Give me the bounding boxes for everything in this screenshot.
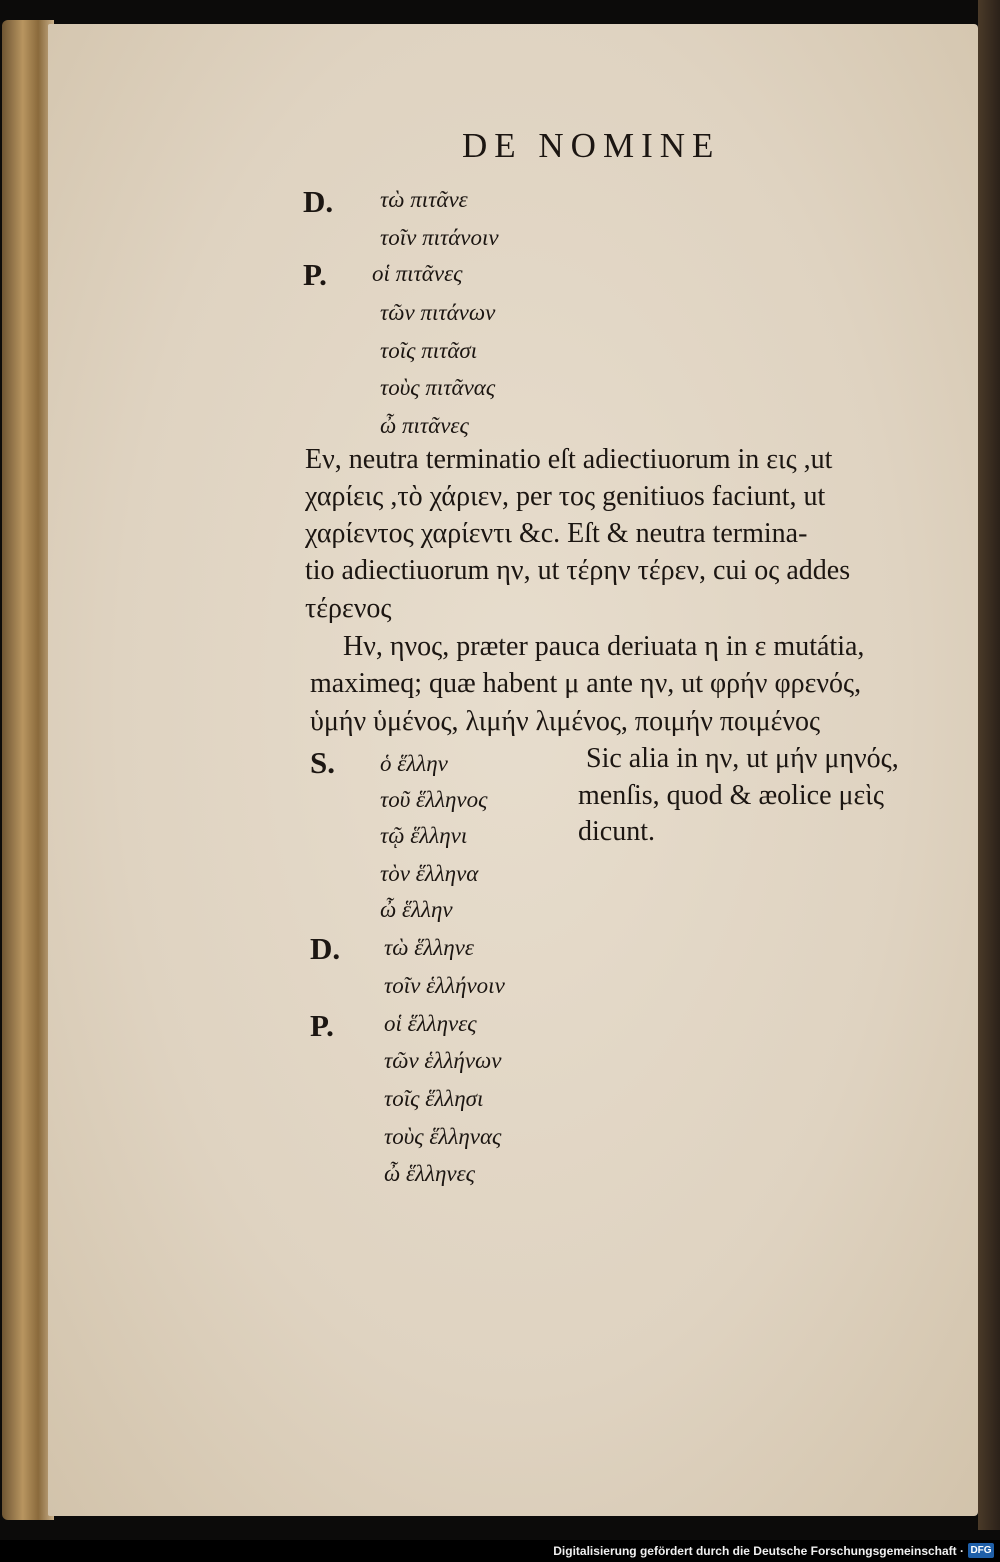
dual-label: D.: [310, 931, 341, 966]
side-note-line: Sic alia in ην, ut μήν μηνός,: [586, 743, 899, 774]
plural-label: P.: [303, 257, 327, 292]
paradigm-row: τὼ πιτᾶνε: [380, 187, 468, 212]
digitization-credit: Digitalisierung gefördert durch die Deutsche Forschungsgemeinschaft ·: [553, 1544, 964, 1558]
side-note-line: dicunt.: [578, 816, 655, 847]
text-line: Eν, neutra terminatio eſt adiectiuorum in εις ,ut: [305, 444, 833, 475]
paradigm-row: τοῖς ἕλλησι: [384, 1086, 484, 1111]
paradigm-row: τοῦ ἕλληνος: [380, 787, 488, 812]
paradigm-row: τοὺς πιτᾶνας: [380, 375, 496, 400]
singular-label: S.: [310, 745, 335, 780]
text-line: ὑμήν ὑμένος, λιμήν λιμένος, ποιμήν ποιμένος: [310, 706, 821, 737]
paradigm-row: τοῖν ἑλλήνοιν: [384, 973, 505, 998]
paradigm-row: ὁ ἕλλην: [380, 751, 448, 776]
paradigm-row: οἱ ἕλληνες: [384, 1011, 477, 1036]
paradigm-row: τῶν πιτάνων: [380, 300, 496, 325]
dfg-logo: DFG: [968, 1543, 994, 1558]
paradigm-row: ὦ ἕλληνες: [384, 1161, 475, 1186]
text-line: χαρίεντος χαρίεντι &c. Eſt & neutra termina-: [305, 518, 808, 549]
right-page-strip: [978, 0, 1000, 1530]
text-line: χαρίεις ,τὸ χάριεν, per τος genitiuos faciunt, ut: [305, 481, 826, 512]
text-line: maximeq; quæ habent μ ante ην, ut φρήν φρενός,: [310, 668, 862, 699]
paradigm-row: ὦ ἕλλην: [380, 897, 453, 922]
dual-label: D.: [303, 184, 334, 219]
paradigm-row: τοῖς πιτᾶσι: [380, 338, 478, 363]
side-note-line: menſis, quod & æolice μεὶς: [578, 780, 884, 811]
paradigm-row: τῶν ἑλλήνων: [384, 1048, 502, 1073]
paradigm-row: τὼ ἕλληνε: [384, 935, 474, 960]
paradigm-row: οἱ πιτᾶνες: [372, 261, 463, 286]
footer-bar: [0, 1540, 1000, 1562]
page-edge: [2, 20, 54, 1520]
text-line: τέρενος: [305, 593, 392, 624]
paradigm-row: τοὺς ἕλληνας: [384, 1124, 502, 1149]
text-line: tio adiectiuorum ην, ut τέρην τέρεν, cui ος addes: [305, 555, 851, 586]
paradigm-row: τοῖν πιτάνοιν: [380, 225, 499, 250]
plural-label: P.: [310, 1008, 334, 1043]
text-line: Hν, ηνος, præter pauca deriuata η in ε mutátia,: [343, 631, 865, 662]
paradigm-row: τῷ ἕλληνι: [380, 823, 468, 848]
paradigm-row: ὦ πιτᾶνες: [380, 413, 469, 438]
paradigm-row: τὸν ἕλληνα: [380, 861, 479, 886]
running-head: DE NOMINE: [462, 126, 721, 165]
